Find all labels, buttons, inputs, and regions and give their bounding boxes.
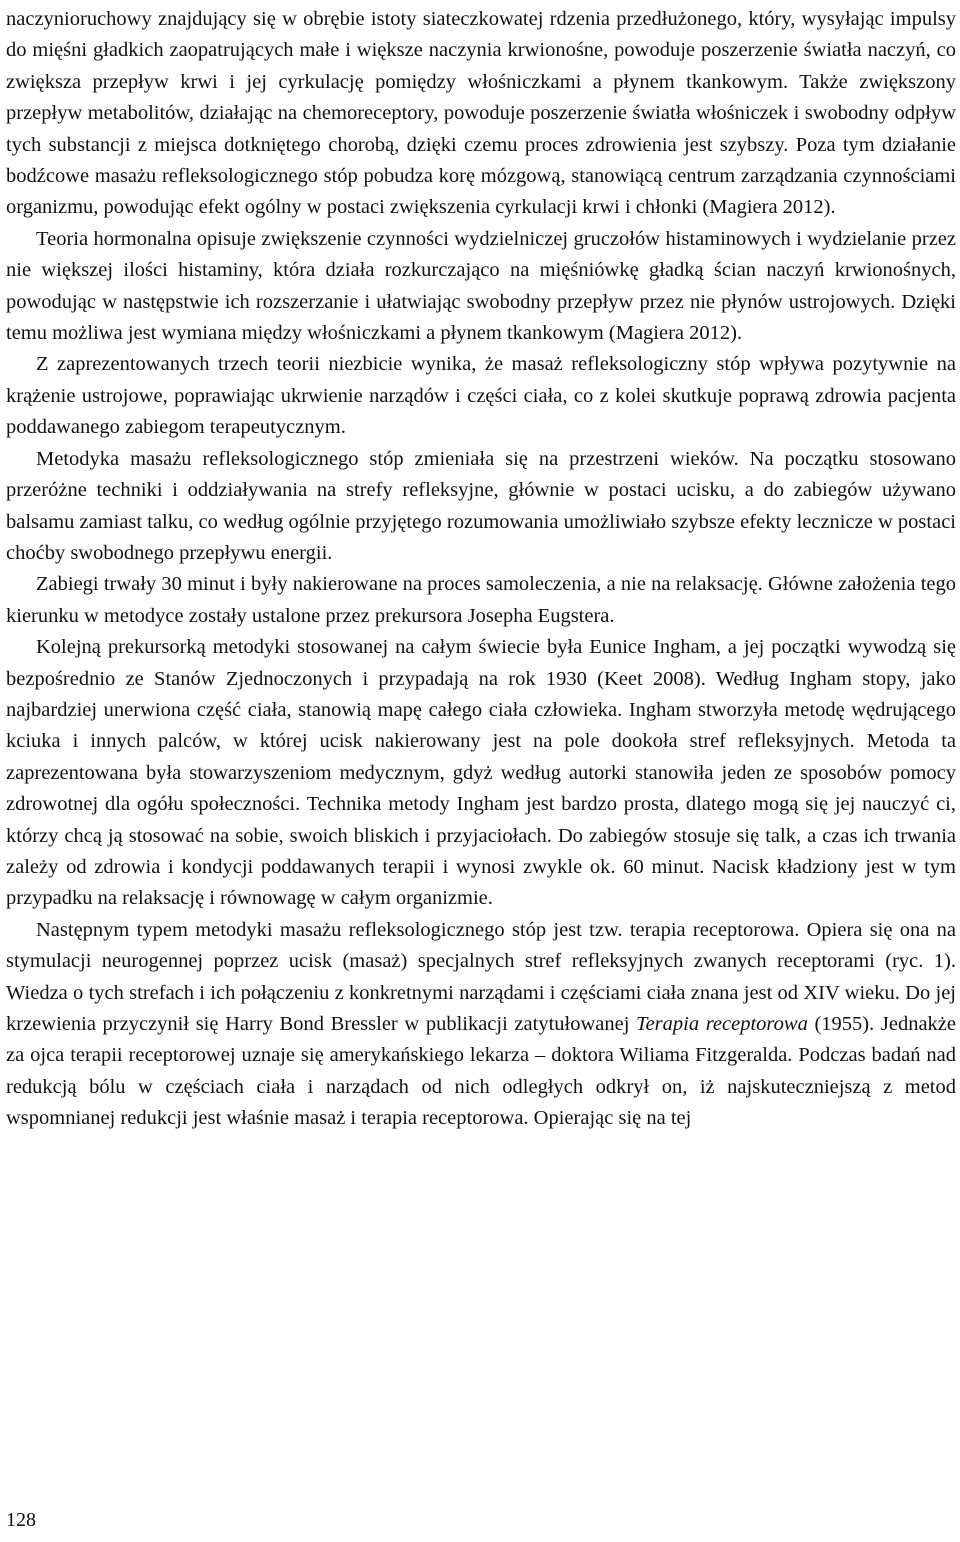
paragraph-vasomotor-theory: naczynioruchowy znajdujący się w obrębie istoty siateczkowatej rdzenia przedłużonego, który, wysyłając impulsy do mięśni gładkich zaopatrujących małe i większe naczynia krwionośne, powoduje poszerzenie światła naczyń, co zwiększa przepływ krwi i jej cyrkulację pomiędzy włośniczkami a płynem tkankowym. Także zwiększony przepływ metabolitów, działając na chemoreceptory, powoduje poszerzenie światła włośniczek i swobodny odpływ tych substancji z miejsca dotkniętego chorobą, dzięki czemu proces zdrowienia jest szybszy. Poza tym działanie bodźcowe masażu refleksologicznego stóp pobudza korę mózgową, stanowiącą centrum zarządzania czynnościami organizmu, powodując efekt ogólny w postaci zwiększenia cyrkulacji krwi i chłonki (Magiera 2012). <box>6 8 956 219</box>
paragraph-theories-conclusion: Z zaprezentowanych trzech teorii niezbicie wynika, że masaż refleksologiczny stóp wpływa pozytywnie na krążenie ustrojowe, poprawiając ukrwienie narządów i części ciała, co z kolei skutkuje poprawą zdrowia pacjenta poddawanego zabiegom terapeutycznym. <box>6 353 956 439</box>
paragraph-methodology-history: Metodyka masażu refleksologicznego stóp zmieniała się na przestrzeni wieków. Na początku stosowano przeróżne techniki i oddziaływania na strefy refleksyjne, głównie w postaci ucisku, a do zabiegów używano balsamu zamiast talku, co według ogólnie przyjętego rozumowania umożliwiało szybsze efekty lecznicze w postaci choćby swobodnego przepływu energii. <box>6 447 956 564</box>
page-number: 128 <box>6 1509 36 1531</box>
receptor-text-part1: Następnym typem metodyki masażu refleksologicznego stóp jest tzw. terapia receptorowa. Opiera się ona na stymulacji neurogennej poprzez ucisk (masaż) specjalnych stref refleksyjnych zwanych receptorami (ryc. 1). Wiedza o tych strefach i ich połączeniu z konkretnymi narządami i częściami ciała znana jest od XIV wieku. Do jej krzewienia przyczynił się Harry Bond Bressler w publikacji zatytułowanej <box>6 918 956 1035</box>
receptor-text-part2: (1955). Jednakże za ojca terapii receptorowej uznaje się amerykańskiego lekarza – doktora Wiliama Fitzgeralda. Podczas badań nad redukcją bólu w częściach ciała i narządach od nich odległych odkrył on, iż najskuteczniejszą z metod wspomnianej redukcji jest właśnie masaż i terapia receptorowa. Opierając się na tej <box>6 1013 956 1130</box>
paragraph-ingham: Kolejną prekursorką metodyki stosowanej na całym świecie była Eunice Ingham, a jej początki wywodzą się bezpośrednio ze Stanów Zjednoczonych i przypadają na rok 1930 (Keet 2008). Według Ingham stopy, jako najbardziej unerwiona część ciała, stanowią mapę całego ciała człowieka. Ingham stworzyła metodę wędrującego kciuka i innych palców, w której ucisk nakierowany jest na pole dookoła stref refleksyjnych. Metoda ta zaprezentowana była stowarzyszeniom medycznym, gdyż według autorki stanowiła jeden ze sposobów pomocy zdrowotnej dla ogółu społeczności. Technika metody Ingham jest bardzo prosta, dlatego mogą się jej nauczyć ci, którzy chcą ją stosować na sobie, swoich bliskich i przyjaciołach. Do zabiegów stosuje się talk, a czas ich trwania zależy od zdrowia i kondycji poddawanych terapii i wynosi zwykle ok. 60 minut. Nacisk kładziony jest w tym przypadku na relaksację i równowagę w całym organizmie. <box>6 636 956 910</box>
paragraph-receptor-therapy <box>6 915 956 1135</box>
paragraph-eugster: Zabiegi trwały 30 minut i były nakierowane na proces samoleczenia, a nie na relaksację. Główne założenia tego kierunku w metodyce zostały ustalone przez prekursora Josepha Eugstera. <box>6 573 956 627</box>
body-text <box>6 4 956 1135</box>
paragraph-hormonal-theory: Teoria hormonalna opisuje zwiększenie czynności wydzielniczej gruczołów histaminowych i wydzielanie przez nie większej ilości histaminy, która działa rozkurczająco na mięśniówkę gładką ścian naczyń krwionośnych, powodując w następstwie ich rozszerzanie i ułatwiając swobodny przepływ przez nie płynów ustrojowych. Dzięki temu możliwa jest wymiana między włośniczkami a płynem tkankowym (Magiera 2012). <box>6 227 956 345</box>
publication-title: Terapia receptorowa <box>636 1013 808 1035</box>
